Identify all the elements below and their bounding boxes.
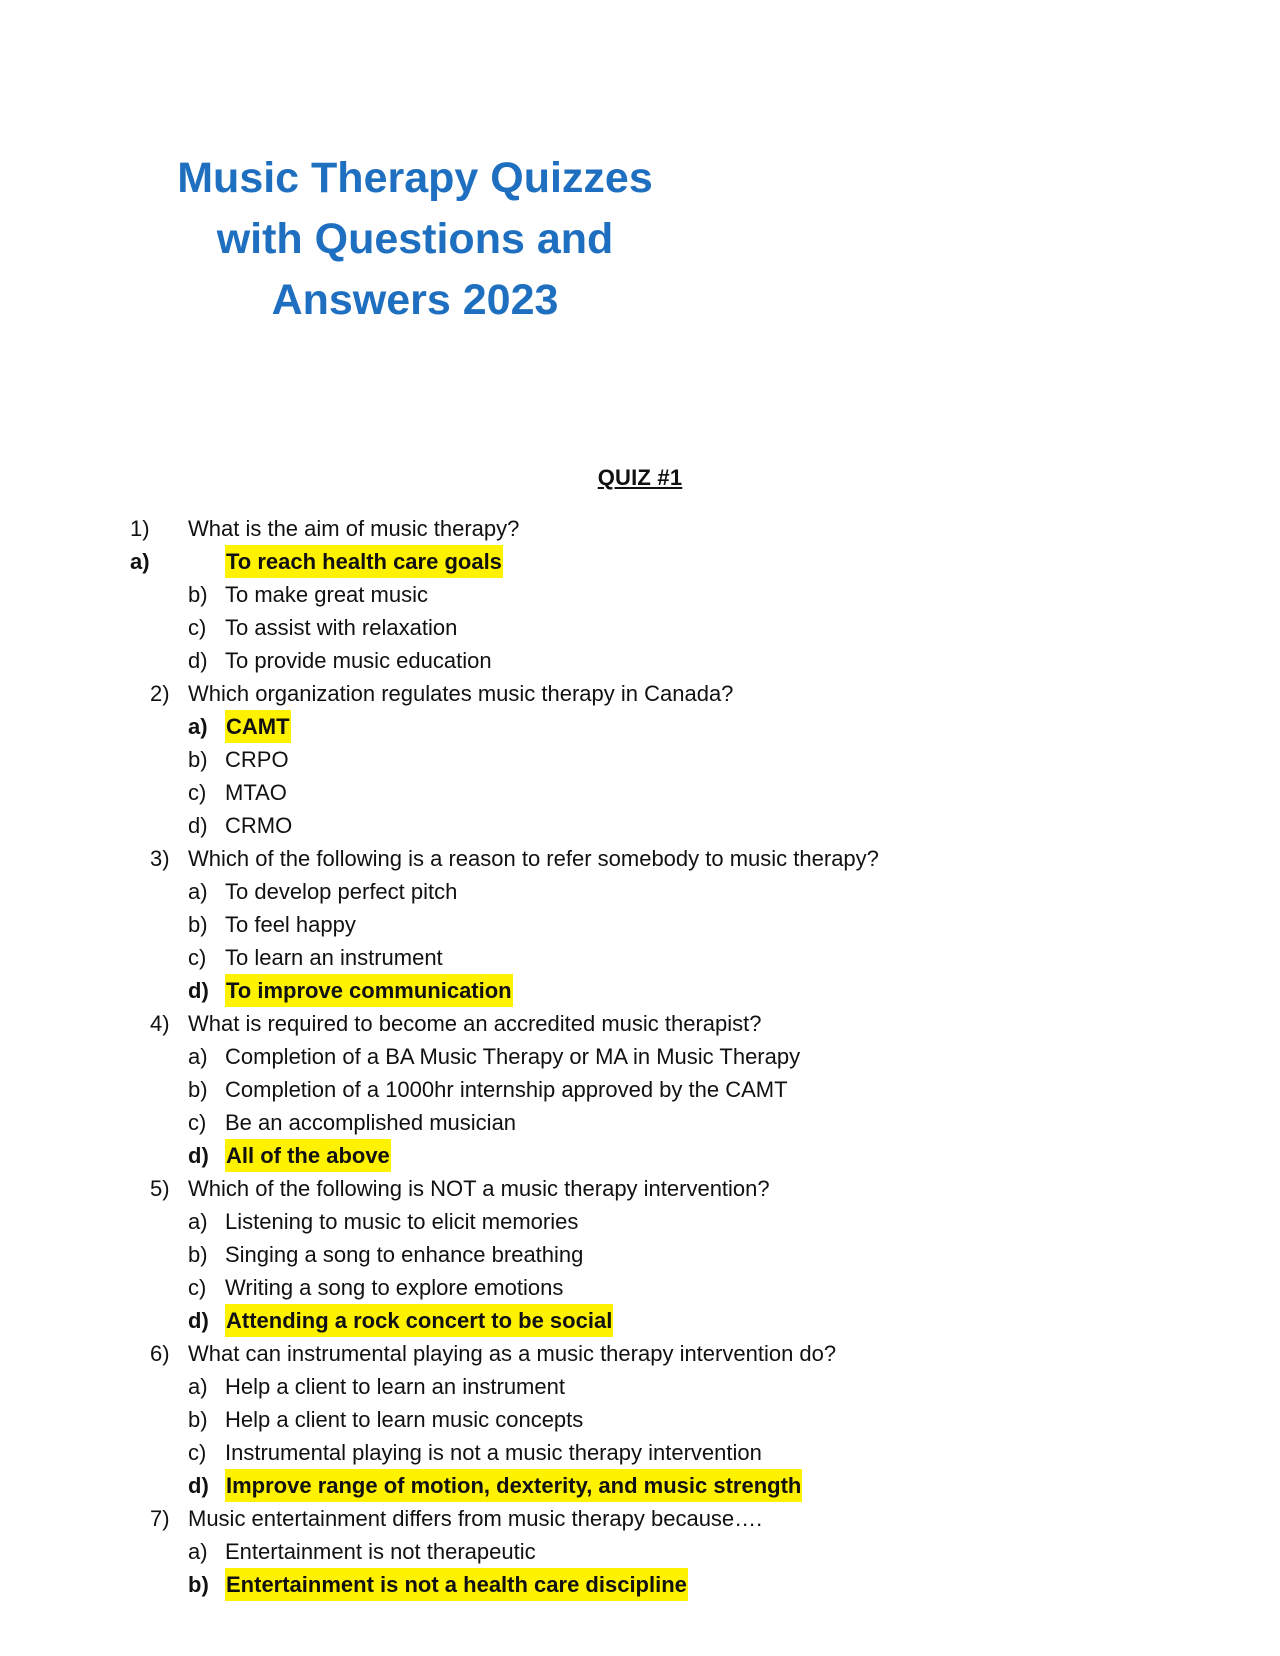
question <box>0 1007 1280 1040</box>
question <box>0 677 1280 710</box>
option-letter: d) <box>188 1143 209 1168</box>
question-text: Which of the following is a reason to refer somebody to music therapy? <box>188 846 879 871</box>
option-text: To develop perfect pitch <box>225 879 458 904</box>
option-text: Improve range of motion, dexterity, and music strength <box>225 1469 802 1502</box>
option-letter: b) <box>188 1572 209 1597</box>
option-text: To feel happy <box>225 912 356 937</box>
answer-option <box>0 578 1280 611</box>
answer-option <box>0 1040 1280 1073</box>
option-text: Instrumental playing is not a music therapy intervention <box>225 1440 762 1465</box>
answer-option <box>0 908 1280 941</box>
answer-option-correct <box>0 974 1280 1007</box>
option-letter: b) <box>188 1242 208 1267</box>
question-text: What is required to become an accredited music therapist? <box>188 1011 762 1036</box>
answer-option-correct <box>0 545 1280 578</box>
quiz-heading: QUIZ #1 <box>597 465 683 490</box>
quiz-list <box>0 512 1280 1601</box>
answer-option <box>0 776 1280 809</box>
option-text: Help a client to learn music concepts <box>225 1407 584 1432</box>
option-text: Entertainment is not a health care discipline <box>225 1568 688 1601</box>
option-letter: d) <box>188 1308 209 1333</box>
option-text: Writing a song to explore emotions <box>225 1275 564 1300</box>
question-number: 5) <box>150 1176 170 1201</box>
answer-option <box>0 1073 1280 1106</box>
option-letter: d) <box>188 978 209 1003</box>
title-line: with Questions and <box>216 215 614 263</box>
option-letter: c) <box>188 1440 207 1465</box>
answer-option-correct <box>0 1304 1280 1337</box>
option-text: Completion of a 1000hr internship approved by the CAMT <box>225 1077 788 1102</box>
answer-option <box>0 941 1280 974</box>
option-text: Listening to music to elicit memories <box>225 1209 579 1234</box>
question-number: 7) <box>150 1506 170 1531</box>
option-letter: a) <box>188 1374 208 1399</box>
option-letter: b) <box>188 1407 208 1432</box>
answer-option <box>0 1436 1280 1469</box>
option-text: Completion of a BA Music Therapy or MA in Music Therapy <box>225 1044 801 1069</box>
option-letter: a) <box>188 1209 208 1234</box>
answer-option <box>0 1205 1280 1238</box>
question-text: What can instrumental playing as a music therapy intervention do? <box>188 1341 837 1366</box>
answer-option-correct <box>0 1469 1280 1502</box>
answer-option <box>0 875 1280 908</box>
question <box>0 1172 1280 1205</box>
question-text: Which organization regulates music therapy in Canada? <box>188 681 734 706</box>
document-title <box>140 148 690 331</box>
answer-option <box>0 1535 1280 1568</box>
answer-option <box>0 1238 1280 1271</box>
option-text: CRPO <box>225 747 289 772</box>
option-text: Attending a rock concert to be social <box>225 1304 613 1337</box>
option-letter: d) <box>188 813 208 838</box>
option-text: Entertainment is not therapeutic <box>225 1539 536 1564</box>
option-text: To reach health care goals <box>225 545 503 578</box>
option-letter: a) <box>188 714 208 739</box>
option-text: Be an accomplished musician <box>225 1110 517 1135</box>
option-text: To provide music education <box>225 648 492 673</box>
option-letter: b) <box>188 582 208 607</box>
option-letter: a) <box>188 1044 208 1069</box>
option-text: To learn an instrument <box>225 945 443 970</box>
question-number: 6) <box>150 1341 170 1366</box>
option-letter: a) <box>188 879 208 904</box>
option-text: All of the above <box>225 1139 391 1172</box>
answer-option <box>0 1370 1280 1403</box>
question-text: Music entertainment differs from music therapy because…. <box>188 1506 763 1531</box>
option-text: To make great music <box>225 582 428 607</box>
answer-option-correct <box>0 1568 1280 1601</box>
answer-option <box>0 644 1280 677</box>
question-number: 2) <box>150 681 170 706</box>
question <box>0 1502 1280 1535</box>
title-line: Answers 2023 <box>271 276 559 324</box>
option-letter: c) <box>188 1110 207 1135</box>
question <box>0 842 1280 875</box>
answer-option <box>0 611 1280 644</box>
answer-option <box>0 1271 1280 1304</box>
answer-option <box>0 1403 1280 1436</box>
option-text: CAMT <box>225 710 291 743</box>
option-letter: c) <box>188 780 207 805</box>
question-number: 3) <box>150 846 170 871</box>
option-letter: a) <box>188 1539 208 1564</box>
question-number: 4) <box>150 1011 170 1036</box>
answer-option-correct <box>0 1139 1280 1172</box>
question <box>0 512 1280 545</box>
option-text: Singing a song to enhance breathing <box>225 1242 584 1267</box>
question-text: Which of the following is NOT a music therapy intervention? <box>188 1176 770 1201</box>
option-letter: b) <box>188 747 208 772</box>
question-text: What is the aim of music therapy? <box>188 516 520 541</box>
option-letter: c) <box>188 1275 207 1300</box>
option-letter: d) <box>188 1473 209 1498</box>
option-text: To improve communication <box>225 974 513 1007</box>
option-letter: a) <box>130 549 150 574</box>
answer-option-correct <box>0 710 1280 743</box>
option-letter: c) <box>188 945 207 970</box>
answer-option <box>0 743 1280 776</box>
answer-option <box>0 1106 1280 1139</box>
question <box>0 1337 1280 1370</box>
title-line: Music Therapy Quizzes <box>177 154 653 202</box>
option-text: MTAO <box>225 780 287 805</box>
option-letter: b) <box>188 912 208 937</box>
option-text: Help a client to learn an instrument <box>225 1374 565 1399</box>
question-number: 1) <box>130 516 150 541</box>
answer-option <box>0 809 1280 842</box>
option-letter: d) <box>188 648 208 673</box>
option-text: To assist with relaxation <box>225 615 458 640</box>
option-letter: c) <box>188 615 207 640</box>
option-letter: b) <box>188 1077 208 1102</box>
option-text: CRMO <box>225 813 293 838</box>
